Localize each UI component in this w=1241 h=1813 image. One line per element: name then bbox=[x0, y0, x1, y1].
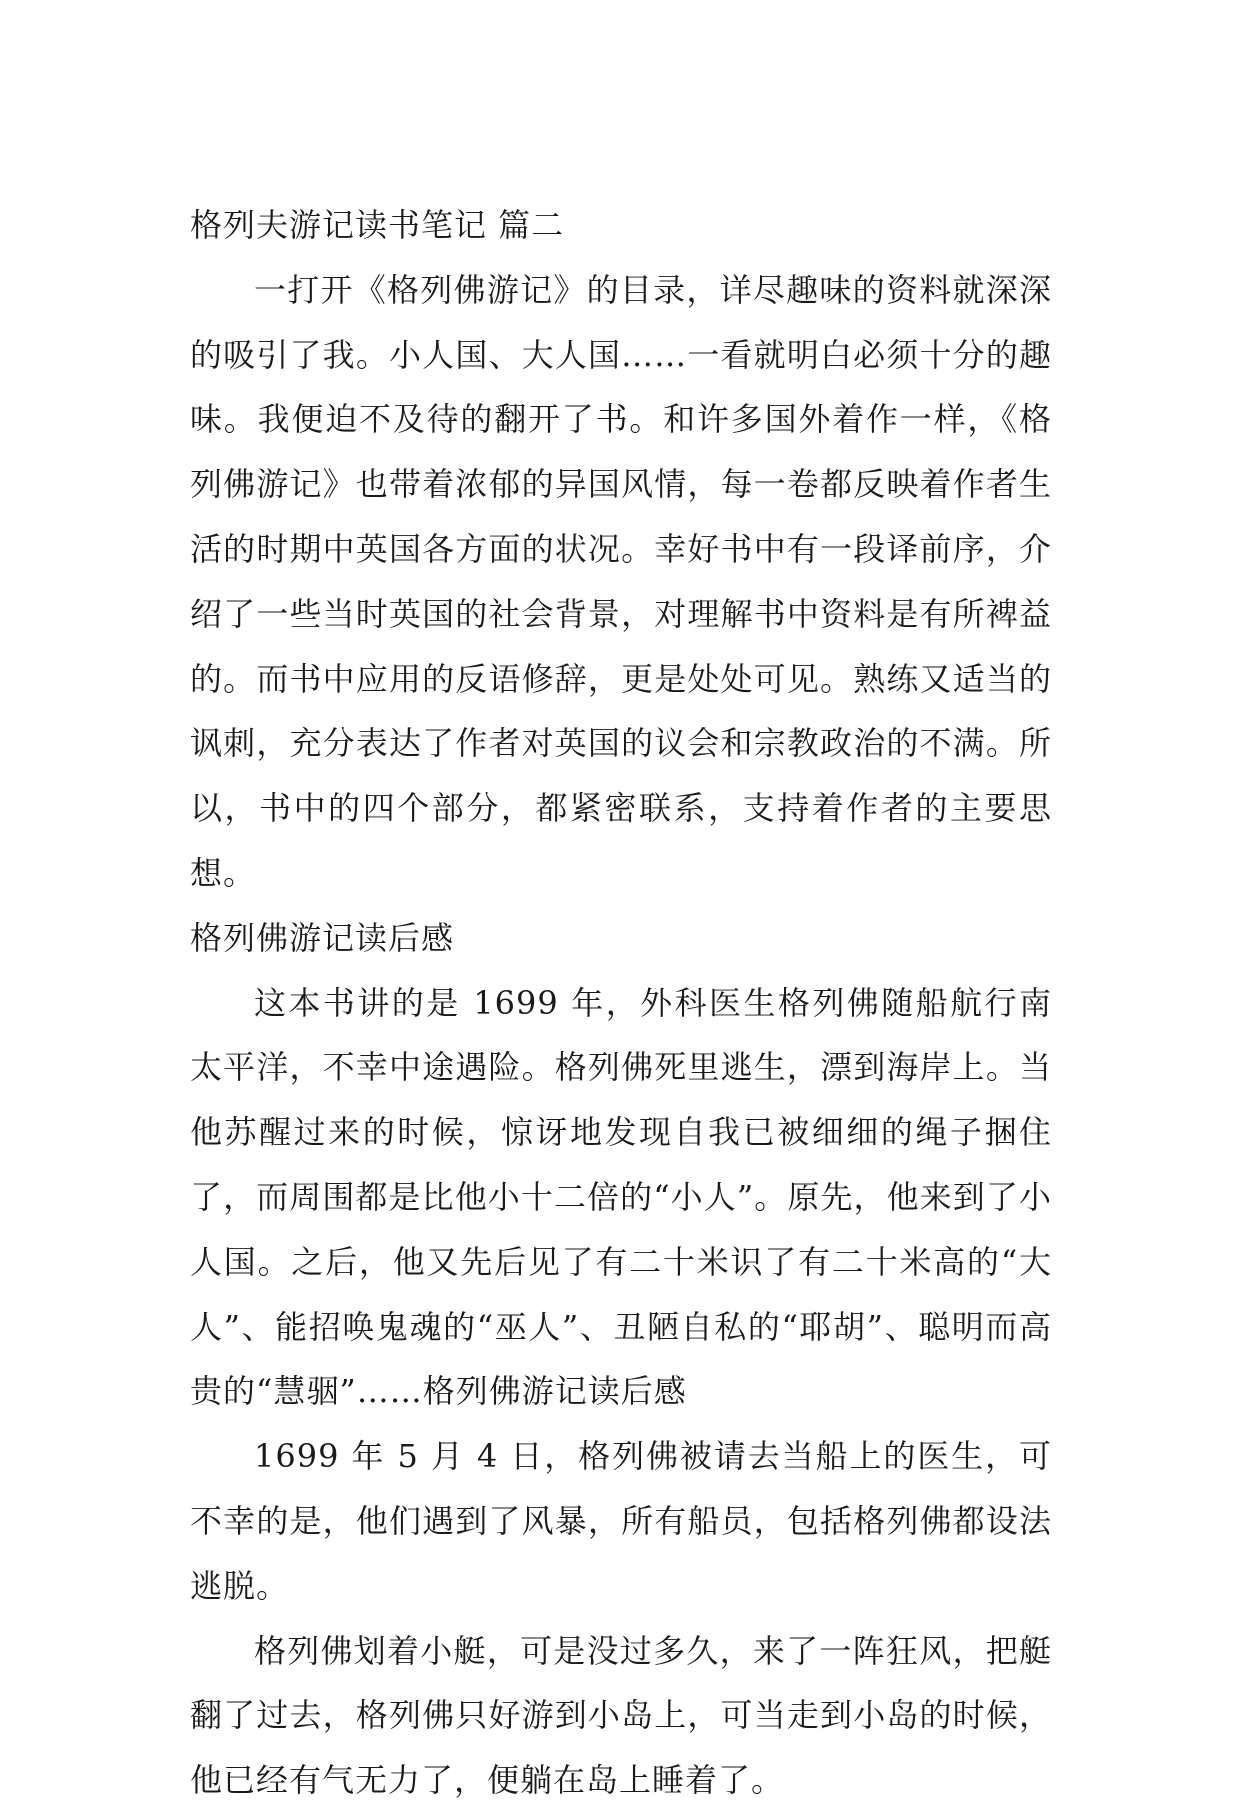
section-heading-1: 格列夫游记读书笔记 篇二 bbox=[190, 206, 565, 244]
paragraph-4: 格列佛划着小艇，可是没过多久，来了一阵狂风，把艇翻了过去，格列佛只好游到小岛上，可当走到小岛的时候，他已经有气无力了，便躺在岛上睡着了。 bbox=[190, 1631, 1052, 1800]
paragraph-1: 一打开《格列佛游记》的目录，详尽趣味的资料就深深的吸引了我。小人国、大人国……一看就明白必须十分的趣味。我便迫不及待的翻开了书。和许多国外着作一样，《格列佛游记》也带着浓郁的异国风情，每一卷都反映着作者生活的时期中英国各方面的状况。幸好书中有一段译前序，介绍了一些当时英国的社会背景，对理解书中资料是有所裨益的。而书中应用的反语修辞，更是处处可见。熟练又适当的讽刺，充分表达了作者对英国的议会和宗教政治的不满。所以，书中的四个部分，都紧密联系，支持着作者的主要思想。 bbox=[190, 270, 1052, 892]
section-heading-2: 格列佛游记读后感 bbox=[190, 918, 455, 957]
document-body bbox=[190, 193, 1052, 1813]
paragraph-2: 这本书讲的是 1699 年，外科医生格列佛随船航行南太平洋，不幸中途遇险。格列佛死里逃生，漂到海岸上。当他苏醒过来的时候，惊讶地发现自我已被细细的绳子捆住了，而周围都是比他小十二倍的“小人”。原先，他来到了小人国。之后，他又先后见了有二十米识了有二十米高的“大人”、能招唤鬼魂的“巫人”、丑陋自私的“耶胡”、聪明而高贵的“慧骃”……格列佛游记读后感 bbox=[190, 983, 1052, 1411]
paragraph-3: 1699 年 5 月 4 日，格列佛被请去当船上的医生，可不幸的是，他们遇到了风暴，所有船员，包括格列佛都设法逃脱。 bbox=[190, 1437, 1052, 1605]
